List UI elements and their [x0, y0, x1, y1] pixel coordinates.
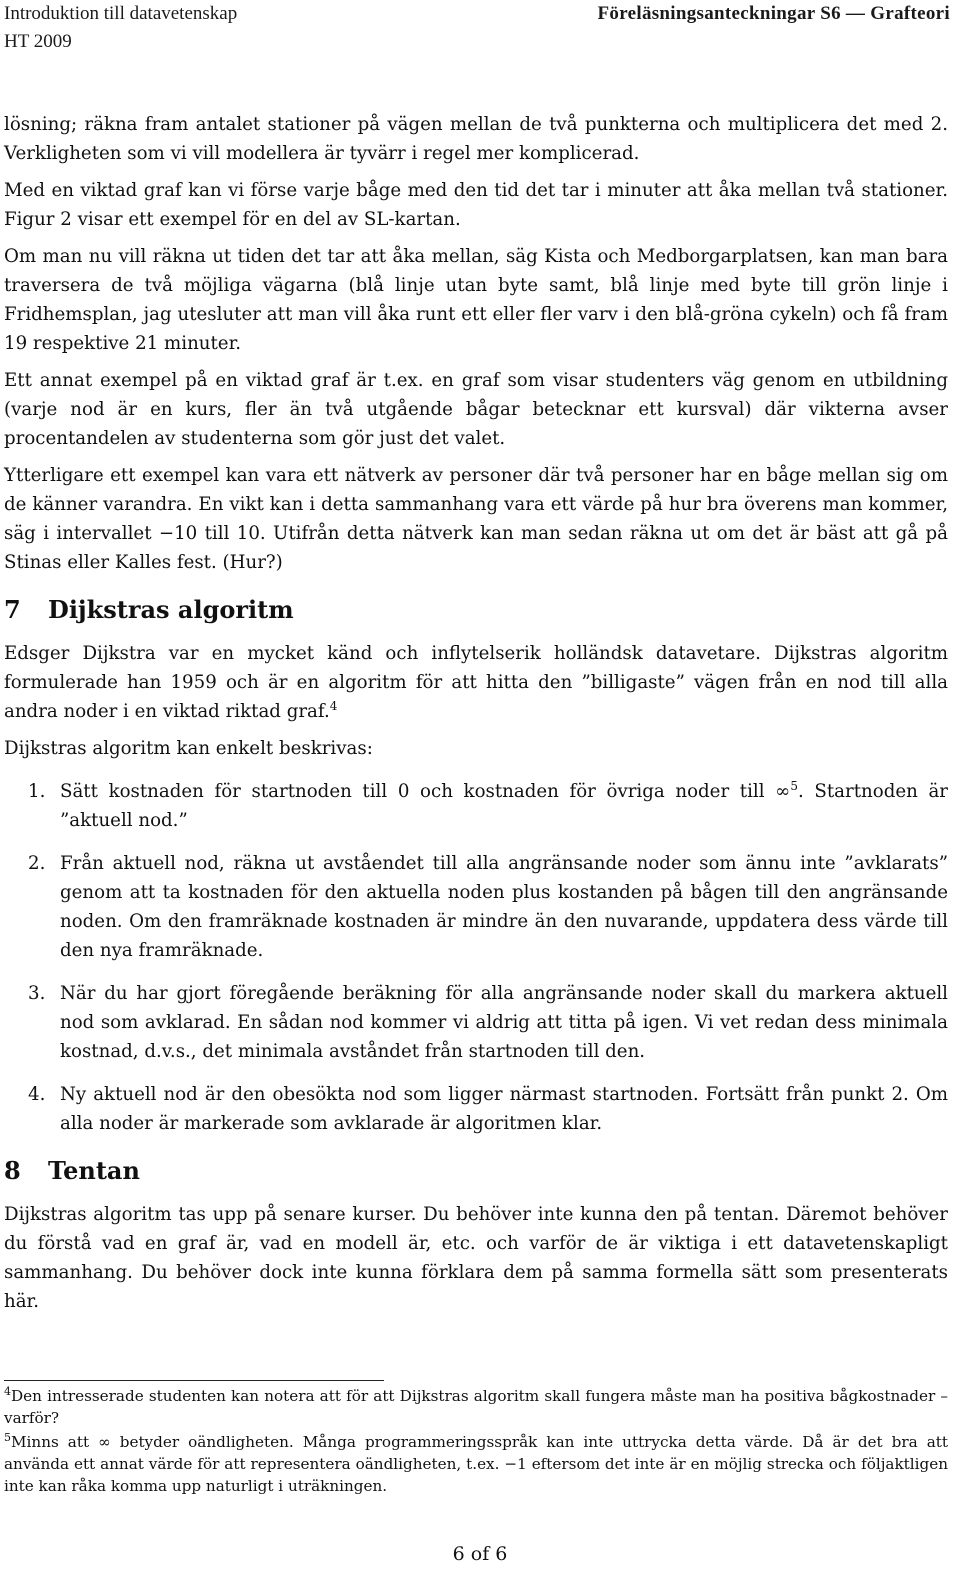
- list-number: 1.: [28, 781, 46, 802]
- term: HT 2009: [4, 31, 72, 52]
- list-text: Sätt kostnaden för startnoden till 0 och kostnaden för övriga noder till ∞: [60, 781, 791, 802]
- list-item: [4, 849, 948, 965]
- list-item: [4, 777, 948, 835]
- section-title: Tentan: [48, 1156, 140, 1185]
- list-text: Ny aktuell nod är den obesökta nod som ligger närmast startnoden. Fortsätt från punkt 2. Om alla noder är markerade som avklarade är algoritmen klar.: [60, 1084, 948, 1134]
- list-item: [4, 979, 948, 1066]
- list-text: . Startnoden är ”aktuell nod.”: [60, 781, 948, 831]
- footnote-mark: 5: [4, 1430, 11, 1444]
- paragraph: Med en viktad graf kan vi förse varje båge med den tid det tar i minuter att åka mellan två stationer. Figur 2 visar ett exempel för en del av SL-kartan.: [4, 180, 948, 230]
- paragraph: Dijkstras algoritm kan enkelt beskrivas:: [4, 738, 373, 759]
- footnote-mark: 4: [4, 1384, 11, 1398]
- section-number: 7: [4, 595, 21, 624]
- list-number: 2.: [28, 853, 46, 874]
- paragraph: [4, 639, 948, 726]
- paragraph: Ett annat exempel på en viktad graf är t.ex. en graf som visar studenters väg genom en utbildning (varje nod är en kurs, fler än två utgående bågar betecknar ett kursval) där vikterna avser procentandelen av studenterna som gör just det valet.: [4, 370, 948, 449]
- paragraph: lösning; räkna fram antalet stationer på vägen mellan de två punkterna och multiplicera det med 2. Verkligheten som vi vill modellera är tyvärr i regel mer komplicerad.: [4, 114, 948, 164]
- section-heading-7: [4, 595, 948, 625]
- paragraph: Om man nu vill räkna ut tiden det tar att åka mellan, säg Kista och Medborgarplatsen, kan man bara traversera de två möjliga vägarna (blå linje utan byte samt, blå linje med byte till grön linje i Fridhemsplan, jag utesluter att man vill åka runt ett eller fler varv i den blå-gröna cykeln) och få fram 19 respektive 21 minuter.: [4, 246, 948, 354]
- paragraph: Dijkstras algoritm tas upp på senare kurser. Du behöver inte kunna den på tentan. Däremot behöver du förstå vad en graf är, vad en modell är, etc. och varför de är viktiga i ett datavetenskapligt sammanhang. Du behöver dock inte kunna förklara dem på samma formella sätt som presenterats här.: [4, 1204, 948, 1312]
- course-name: Introduktion till datavetenskap: [4, 3, 238, 24]
- footnote-text: Den intresserade studenten kan notera att för att Dijkstras algoritm skall fungera måste man ha positiva bågkostnader – varför?: [4, 1387, 948, 1427]
- footnote: [4, 1431, 948, 1497]
- footnote-ref[interactable]: 4: [329, 698, 338, 713]
- main-content: [4, 110, 948, 1316]
- section-heading-8: [4, 1156, 948, 1186]
- list-text: När du har gjort föregående beräkning för alla angränsande noder skall du markera aktuell nod som avklarad. En sådan nod kommer vi aldrig att titta på igen. Vi vet redan dess minimala kostnad, d.v.s., det minimala avståndet från startnoden till den.: [60, 983, 948, 1062]
- list-number: 3.: [28, 983, 46, 1004]
- paragraph-text: Edsger Dijkstra var en mycket känd och inflytelserik holländsk datavetare. Dijkstras algoritm formulerade han 1959 och är en algoritm för att hitta den ”billigaste” vägen från en nod till alla andra noder i en viktad riktad graf.: [4, 643, 948, 722]
- algorithm-steps: [4, 777, 948, 1138]
- paragraph: Ytterligare ett exempel kan vara ett nätverk av personer där två personer har en båge mellan sig om de känner varandra. En vikt kan i detta sammanhang vara ett värde på hur bra överens man kommer, säg i intervallet −10 till 10. Utifrån detta nätverk kan man sedan räkna ut om det är bäst att gå på Stinas eller Kalles fest. (Hur?): [4, 465, 948, 573]
- footnote: [4, 1385, 948, 1429]
- header-title: Föreläsningsanteckningar S6 — Grafteori: [597, 3, 950, 24]
- footnote-ref[interactable]: 5: [790, 778, 798, 793]
- footnotes: [4, 1380, 948, 1499]
- section-title: Dijkstras algoritm: [48, 595, 294, 624]
- header-left: [4, 0, 237, 56]
- page-number: 6 of 6: [452, 1543, 508, 1565]
- section-number: 8: [4, 1156, 21, 1185]
- footnote-text: Minns att ∞ betyder oändligheten. Många programmeringsspråk kan inte uttrycka detta värde. Då är det bra att använda ett annat värde för att representera oändligheten, t.ex. −1 eftersom det inte är en möjlig strecka och följaktligen inte kan råka komma upp naturligt i uträkningen.: [4, 1433, 948, 1495]
- footnote-rule: [4, 1380, 384, 1381]
- list-item: [4, 1080, 948, 1138]
- list-text: Från aktuell nod, räkna ut avståendet till alla angränsande noder som ännu inte ”avklarats” genom att ta kostnaden för den aktuella noden plus kostanden på bågen till den angränsande noden. Om den framräknade kostnaden är mindre än den nuvarande, uppdatera dess värde till den nya framräknade.: [60, 853, 948, 961]
- running-header: [4, 0, 950, 60]
- list-number: 4.: [28, 1084, 46, 1105]
